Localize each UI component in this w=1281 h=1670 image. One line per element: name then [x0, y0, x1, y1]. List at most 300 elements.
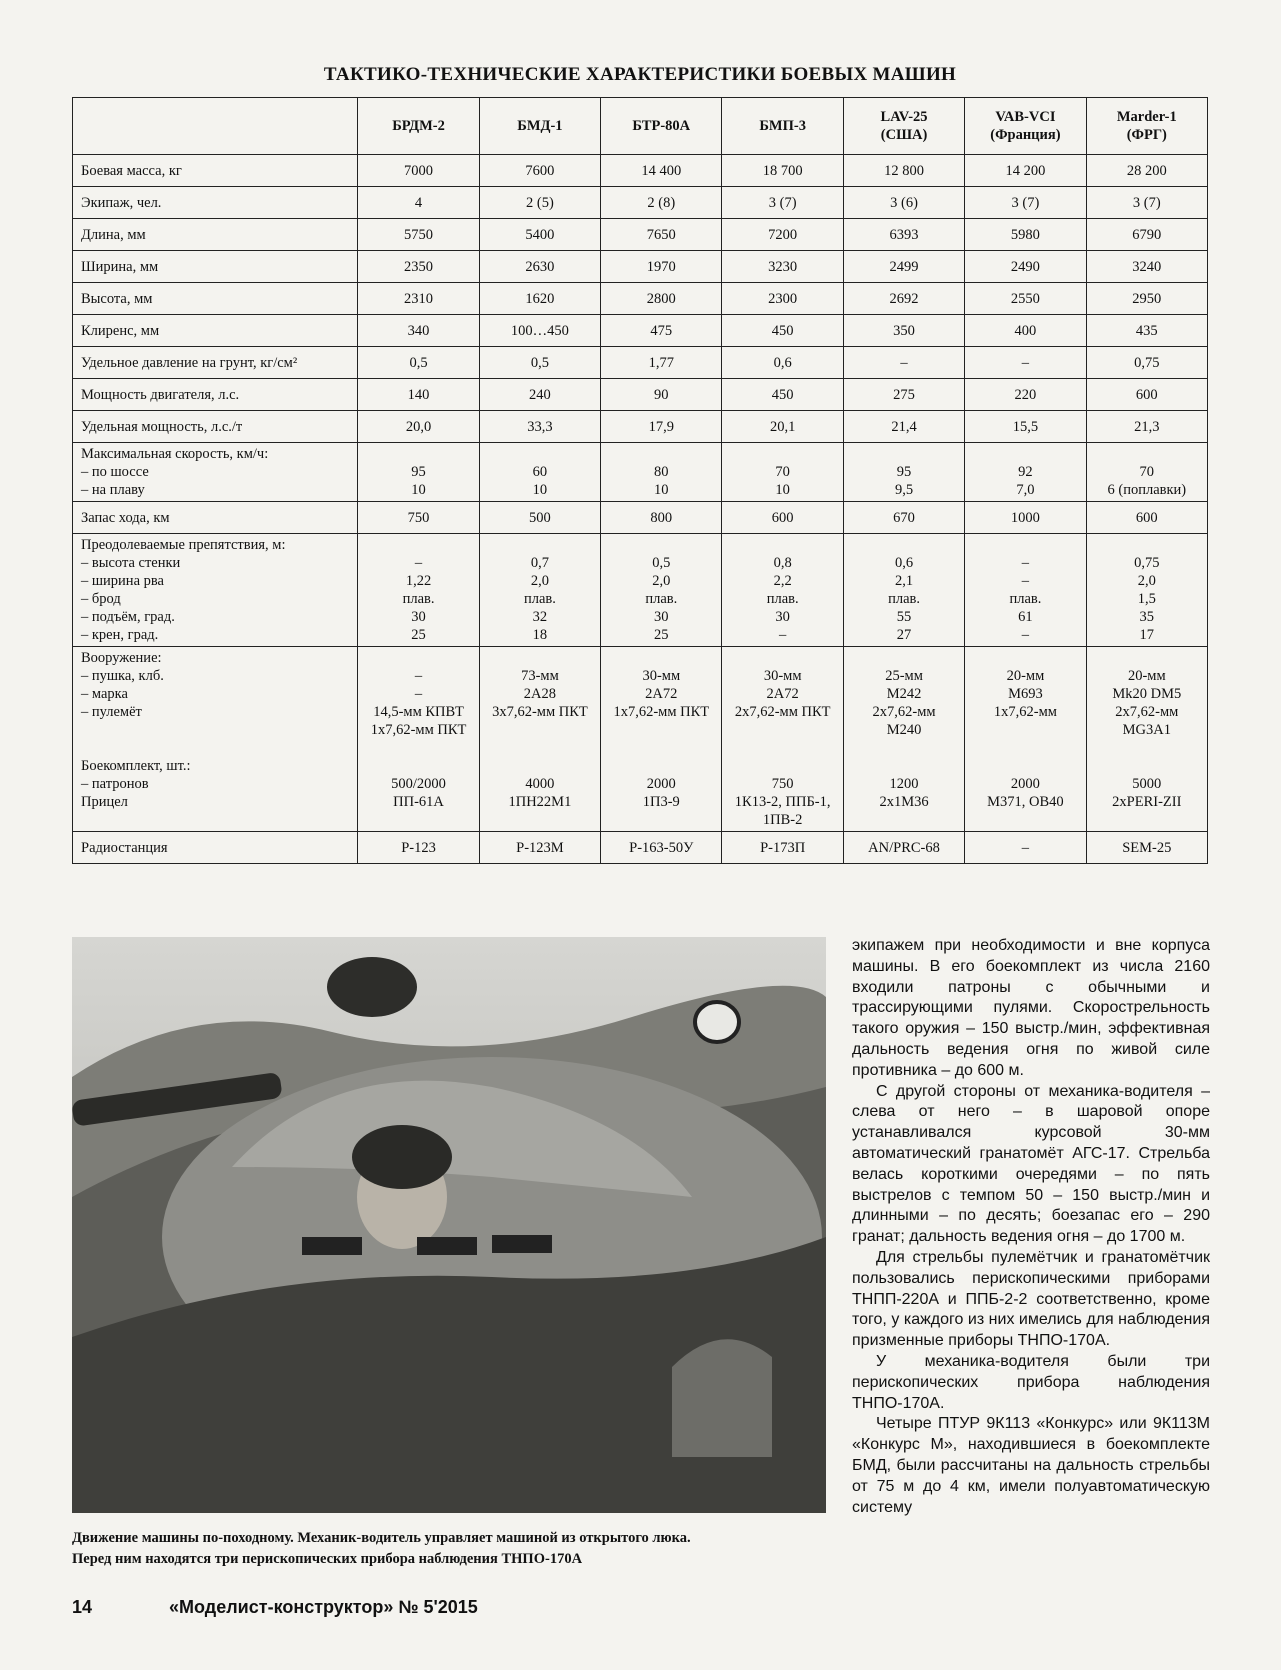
cell-line	[481, 721, 599, 739]
row-label	[73, 155, 358, 187]
row-value	[479, 251, 600, 283]
cell-line	[966, 811, 1084, 829]
row-value	[843, 379, 964, 411]
table-row	[73, 647, 1208, 832]
cell-line: 1620	[525, 290, 555, 307]
row-value	[722, 502, 843, 534]
cell-line: 3 (7)	[1132, 194, 1161, 211]
cell-line: 1200	[889, 776, 919, 792]
cell-line	[845, 536, 963, 554]
cell-line: плав.	[645, 591, 678, 607]
cell-line: –	[1021, 555, 1030, 571]
cell-line	[481, 811, 599, 829]
cell-line: 20-мм	[1127, 668, 1166, 684]
row-value	[479, 283, 600, 315]
cell-line	[359, 811, 477, 829]
row-value	[1086, 411, 1207, 443]
cell-line: 1К13-2, ППБ-1,	[734, 794, 831, 810]
row-label	[73, 443, 358, 502]
cell-line: 12 800	[884, 162, 924, 179]
cell-line: 2630	[525, 258, 555, 275]
cell-line: 475	[650, 322, 673, 339]
row-value	[601, 647, 722, 832]
cell-line: 6393	[889, 226, 919, 243]
cell-line: 1х7,62-мм	[993, 704, 1057, 720]
cell-line: 9,5	[894, 482, 914, 498]
row-value	[479, 315, 600, 347]
cell-line: 2 (8)	[647, 194, 676, 211]
cell-line	[481, 536, 599, 554]
row-label	[73, 219, 358, 251]
row-value	[1086, 502, 1207, 534]
row-value	[965, 283, 1086, 315]
row-value	[843, 219, 964, 251]
cell-line: плав.	[766, 591, 799, 607]
cell-line: MG3A1	[1122, 722, 1171, 738]
row-value	[358, 443, 479, 502]
row-label-line: Мощность двигателя, л.с.	[81, 386, 240, 403]
row-label-line: – пулемёт	[81, 704, 142, 720]
row-value	[601, 251, 722, 283]
paragraph: У механика-водителя были три перископических прибора наблюдения ТНПО-170А.	[852, 1352, 1210, 1412]
cell-line: 450	[771, 386, 794, 403]
cell-line	[845, 445, 963, 463]
cell-line: 500/2000	[391, 776, 446, 792]
caption-line: Перед ним находятся три перископических прибора наблюдения ТНПО-170А	[72, 1551, 583, 1567]
row-value	[722, 647, 843, 832]
row-label-line: – крен, град.	[81, 627, 159, 643]
row-value	[358, 155, 479, 187]
cell-line: 1,22	[405, 573, 432, 589]
cell-line: 17	[1139, 627, 1155, 643]
table-row	[73, 155, 1208, 187]
cell-line	[1088, 649, 1206, 667]
row-value	[965, 411, 1086, 443]
row-value	[965, 315, 1086, 347]
cell-line: 35	[1139, 609, 1155, 625]
cell-line	[845, 739, 963, 757]
cell-line: 1П3-9	[642, 794, 680, 810]
cell-line: 6 (поплавки)	[1107, 482, 1187, 498]
row-value	[722, 251, 843, 283]
cell-line	[723, 721, 841, 739]
row-value	[722, 219, 843, 251]
table-row	[73, 187, 1208, 219]
cell-line: –	[900, 354, 908, 371]
row-label-line: – патронов	[81, 776, 149, 792]
header-vehicle	[358, 98, 479, 155]
cell-line: 17,9	[648, 418, 674, 435]
header-line: (США)	[880, 127, 928, 143]
row-label	[73, 534, 358, 647]
cell-line: 2350	[404, 258, 434, 275]
cell-line: 2,0	[1137, 573, 1156, 589]
cell-line: 2х7,62-мм	[1115, 704, 1179, 720]
cell-line: 25-мм	[885, 668, 923, 684]
photo-bmd-driver	[72, 937, 826, 1513]
header-vehicle	[601, 98, 722, 155]
cell-line: 15,5	[1012, 418, 1039, 435]
cell-line: 14 200	[1005, 162, 1046, 179]
cell-line: 30	[654, 609, 669, 625]
cell-line	[723, 536, 841, 554]
row-value	[843, 155, 964, 187]
cell-line: 1ПВ-2	[762, 812, 803, 828]
row-label-line: Ширина, мм	[81, 258, 159, 275]
cell-line: 220	[1014, 386, 1037, 403]
row-label-line: Радиостанция	[81, 839, 168, 856]
cell-line	[359, 536, 477, 554]
cell-line: 5750	[404, 226, 434, 243]
cell-line: 2300	[768, 290, 798, 307]
cell-line: 25	[411, 627, 426, 643]
cell-line: 2550	[1010, 290, 1040, 307]
cell-line: 18	[532, 627, 548, 643]
row-value	[722, 315, 843, 347]
row-value	[722, 187, 843, 219]
row-value	[479, 187, 600, 219]
specs-table	[72, 97, 1208, 864]
cell-line: –	[1021, 354, 1030, 371]
cell-line: 240	[529, 386, 551, 403]
row-value	[843, 411, 964, 443]
row-value	[358, 251, 479, 283]
row-label-line: – брод	[81, 591, 121, 607]
row-label	[73, 379, 358, 411]
cell-line: 30-мм	[642, 668, 681, 684]
cell-line: 0,5	[652, 555, 671, 571]
cell-line: 5000	[1132, 776, 1162, 792]
table-row	[73, 379, 1208, 411]
cell-line: 350	[893, 322, 915, 339]
row-label-line: Боекомплект, шт.:	[81, 758, 191, 774]
header-line: LAV-25	[880, 109, 928, 125]
row-value	[358, 283, 479, 315]
header-line: БМП-3	[759, 118, 806, 134]
cell-line: 670	[893, 509, 915, 526]
row-label-line: – ширина рва	[81, 573, 164, 589]
row-value	[358, 315, 479, 347]
cell-line: 140	[407, 386, 430, 403]
cell-line: –	[1021, 839, 1030, 856]
row-value	[601, 502, 722, 534]
cell-line: 20-мм	[1006, 668, 1045, 684]
row-value	[601, 411, 722, 443]
header-line: Marder-1	[1116, 109, 1177, 125]
row-value	[601, 315, 722, 347]
cell-line: 61	[1018, 609, 1033, 625]
cell-line: плав.	[888, 591, 920, 607]
cell-line	[359, 739, 477, 757]
row-label	[73, 411, 358, 443]
cell-line: 3230	[768, 258, 798, 275]
paragraph: экипажем при необходимости и вне корпуса машины. В его боекомплект из числа 2160 входили патроны с обычными и трассирующими пулями. Скорострельность такого оружия – 150 выстр./мин, эффективная дальность ведения огня по живой силе противника – до 600 м.	[852, 937, 1210, 1079]
cell-line: 600	[771, 509, 794, 526]
cell-line: Mk20 DM5	[1112, 686, 1182, 702]
cell-line: 2 (5)	[526, 194, 554, 211]
cell-line: 92	[1018, 464, 1033, 480]
cell-line: М371, ОВ40	[987, 794, 1064, 810]
row-label-line: Удельная мощность, л.с./т	[81, 418, 243, 435]
row-label	[73, 187, 358, 219]
table-title: ТАКТИКО-ТЕХНИЧЕСКИЕ ХАРАКТЕРИСТИКИ БОЕВЫХ МАШИН	[323, 64, 957, 85]
header-empty	[73, 98, 358, 155]
cell-line: 800	[650, 509, 673, 526]
row-value	[358, 534, 479, 647]
cell-line: 20,1	[769, 418, 796, 435]
table-row	[73, 251, 1208, 283]
row-label-line: – марка	[81, 686, 128, 702]
cell-line: 95	[896, 464, 912, 480]
cell-line: 33,3	[527, 418, 553, 435]
cell-line: Р-123М	[516, 839, 564, 856]
row-value	[601, 534, 722, 647]
cell-line: 10	[775, 482, 790, 498]
row-label	[73, 347, 358, 379]
cell-line: 2499	[889, 258, 919, 275]
row-value	[1086, 443, 1207, 502]
cell-line: 21,3	[1134, 418, 1160, 435]
cell-line: 3 (6)	[890, 194, 918, 211]
row-label-line: Удельное давление на грунт, кг/см²	[81, 354, 298, 371]
cell-line: 7000	[404, 162, 434, 179]
cell-line: Р-163-50У	[629, 839, 694, 856]
table-row	[73, 502, 1208, 534]
row-value	[965, 534, 1086, 647]
cell-line	[723, 445, 841, 463]
cell-line: плав.	[1009, 591, 1042, 607]
cell-line: 25	[654, 627, 669, 643]
row-label-line: Прицел	[81, 794, 128, 810]
row-value	[965, 443, 1086, 502]
row-value	[722, 534, 843, 647]
cell-line: 7200	[768, 226, 798, 243]
cell-line: плав.	[402, 591, 435, 607]
row-label-line: Боевая масса, кг	[81, 162, 182, 179]
row-value	[1086, 283, 1207, 315]
cell-line: 750	[771, 776, 794, 792]
cell-line: Р-123	[401, 839, 436, 856]
row-value	[965, 379, 1086, 411]
row-label-line: Длина, мм	[81, 226, 146, 243]
cell-line: 10	[532, 482, 548, 498]
cell-line: –	[414, 668, 423, 684]
cell-line	[602, 649, 720, 667]
row-value	[479, 534, 600, 647]
cell-line: 30	[411, 609, 426, 625]
cell-line: плав.	[523, 591, 556, 607]
table-row	[73, 411, 1208, 443]
cell-line	[723, 649, 841, 667]
cell-line: 100…450	[510, 322, 569, 339]
cell-line: 7,0	[1016, 482, 1035, 498]
cell-line: 400	[1014, 322, 1037, 339]
row-value	[479, 347, 600, 379]
row-value	[843, 187, 964, 219]
row-label-line: – пушка, клб.	[81, 668, 164, 684]
table-row	[73, 347, 1208, 379]
cell-line: 0,8	[773, 555, 792, 571]
row-value	[965, 155, 1086, 187]
table-row	[73, 315, 1208, 347]
cell-line: 30-мм	[763, 668, 802, 684]
cell-line: 435	[1135, 322, 1158, 339]
row-label	[73, 832, 358, 864]
row-label-line: – на плаву	[81, 482, 145, 498]
cell-line: 10	[411, 482, 426, 498]
row-value	[601, 219, 722, 251]
cell-line: М693	[1008, 686, 1043, 702]
cell-line: 95	[411, 464, 426, 480]
cell-line	[966, 649, 1084, 667]
cell-line: М240	[886, 722, 922, 738]
cell-line	[966, 445, 1084, 463]
cell-line	[723, 757, 841, 775]
row-value	[722, 283, 843, 315]
row-value	[722, 347, 843, 379]
cell-line: 1х7,62-мм ПКТ	[370, 722, 467, 738]
cell-line: 10	[654, 482, 669, 498]
cell-line: 2692	[889, 290, 919, 307]
row-label	[73, 502, 358, 534]
cell-line: 7650	[646, 226, 676, 243]
cell-line: 2000	[646, 776, 676, 792]
page-footer	[72, 1597, 478, 1618]
cell-line	[481, 445, 599, 463]
row-value	[479, 647, 600, 832]
cell-line: 2800	[646, 290, 676, 307]
cell-line	[359, 649, 477, 667]
cell-line	[845, 757, 963, 775]
row-value	[601, 443, 722, 502]
row-value	[843, 647, 964, 832]
cell-line: –	[779, 627, 787, 643]
cell-line: –	[1021, 573, 1030, 589]
cell-line	[602, 811, 720, 829]
row-value	[601, 379, 722, 411]
cell-line: 30	[775, 609, 790, 625]
cell-line: 14 400	[641, 162, 682, 179]
cell-line: 340	[407, 322, 430, 339]
table-row	[73, 832, 1208, 864]
header-line: (ФРГ)	[1126, 127, 1167, 143]
cell-line: 3 (7)	[1011, 194, 1040, 211]
row-value	[358, 832, 479, 864]
cell-line: 4	[414, 194, 423, 211]
header-line: БМД-1	[517, 118, 563, 134]
cell-line: AN/PRC-68	[868, 839, 940, 856]
cell-line: SEM-25	[1122, 839, 1172, 856]
cell-line: 2310	[404, 290, 434, 307]
row-value	[358, 411, 479, 443]
cell-line	[723, 739, 841, 757]
header-vehicle	[1086, 98, 1207, 155]
paragraph: Для стрельбы пулемётчик и гранатомётчик пользовались перископическими приборами ТНПП-220А и ППБ-2-2 соответственно, кроме того, у каждого из них имелись для наблюдения призменные приборы ТНПО-170А.	[852, 1248, 1210, 1350]
row-value	[1086, 832, 1207, 864]
table-row	[73, 219, 1208, 251]
row-value	[965, 502, 1086, 534]
row-value	[601, 283, 722, 315]
cell-line: 0,75	[1134, 555, 1160, 571]
table-header-row	[73, 98, 1208, 155]
cell-line: –	[414, 555, 423, 571]
cell-line	[1088, 739, 1206, 757]
table-row	[73, 283, 1208, 315]
header-line: БРДМ-2	[392, 118, 445, 134]
cell-line: 2490	[1010, 258, 1040, 275]
row-label-line: – высота стенки	[81, 555, 181, 571]
cell-line: 14,5-мм КПВТ	[373, 704, 464, 720]
row-value	[479, 155, 600, 187]
cell-line	[1088, 445, 1206, 463]
cell-line: 0,75	[1134, 354, 1160, 371]
cell-line	[1088, 536, 1206, 554]
row-value	[1086, 219, 1207, 251]
row-value	[479, 832, 600, 864]
cell-line: 70	[775, 464, 790, 480]
row-value	[722, 411, 843, 443]
cell-line: 1,77	[648, 354, 674, 371]
cell-line: М242	[886, 686, 922, 702]
row-value	[1086, 251, 1207, 283]
row-value	[1086, 647, 1207, 832]
cell-line: 7600	[525, 162, 555, 179]
row-value	[965, 347, 1086, 379]
row-value	[601, 155, 722, 187]
row-value	[479, 443, 600, 502]
cell-line	[966, 739, 1084, 757]
cell-line: 2х7,62-мм ПКТ	[734, 704, 831, 720]
cell-line	[481, 757, 599, 775]
cell-line: 2000	[1010, 776, 1040, 792]
row-value	[965, 647, 1086, 832]
row-value	[722, 155, 843, 187]
cell-line: 80	[654, 464, 669, 480]
header-line: БТР-80А	[632, 118, 691, 134]
cell-line: 0,5	[530, 354, 549, 371]
cell-line: 0,5	[409, 354, 428, 371]
cell-line	[1088, 811, 1206, 829]
row-value	[1086, 315, 1207, 347]
row-label-line: Максимальная скорость, км/ч:	[81, 446, 269, 462]
article-text	[852, 936, 1210, 1518]
cell-line: 70	[1139, 464, 1155, 480]
row-value	[843, 315, 964, 347]
row-label	[73, 251, 358, 283]
cell-line	[602, 739, 720, 757]
row-label-line: Экипаж, чел.	[81, 194, 162, 211]
cell-line: 2,0	[530, 573, 549, 589]
header-vehicle	[843, 98, 964, 155]
row-value	[358, 379, 479, 411]
row-label	[73, 647, 358, 832]
row-value	[1086, 534, 1207, 647]
row-value	[722, 443, 843, 502]
row-label-line	[81, 721, 356, 739]
row-value	[358, 219, 479, 251]
row-label-line: Вооружение:	[81, 650, 162, 666]
row-label-line: – подъём, град.	[81, 609, 175, 625]
cell-line: 90	[654, 386, 669, 403]
row-value	[722, 379, 843, 411]
row-value	[601, 832, 722, 864]
row-value	[843, 832, 964, 864]
row-value	[965, 251, 1086, 283]
cell-line	[481, 649, 599, 667]
cell-line: –	[1021, 627, 1030, 643]
cell-line: 2А28	[523, 686, 557, 702]
cell-line: 2х7,62-мм	[872, 704, 936, 720]
